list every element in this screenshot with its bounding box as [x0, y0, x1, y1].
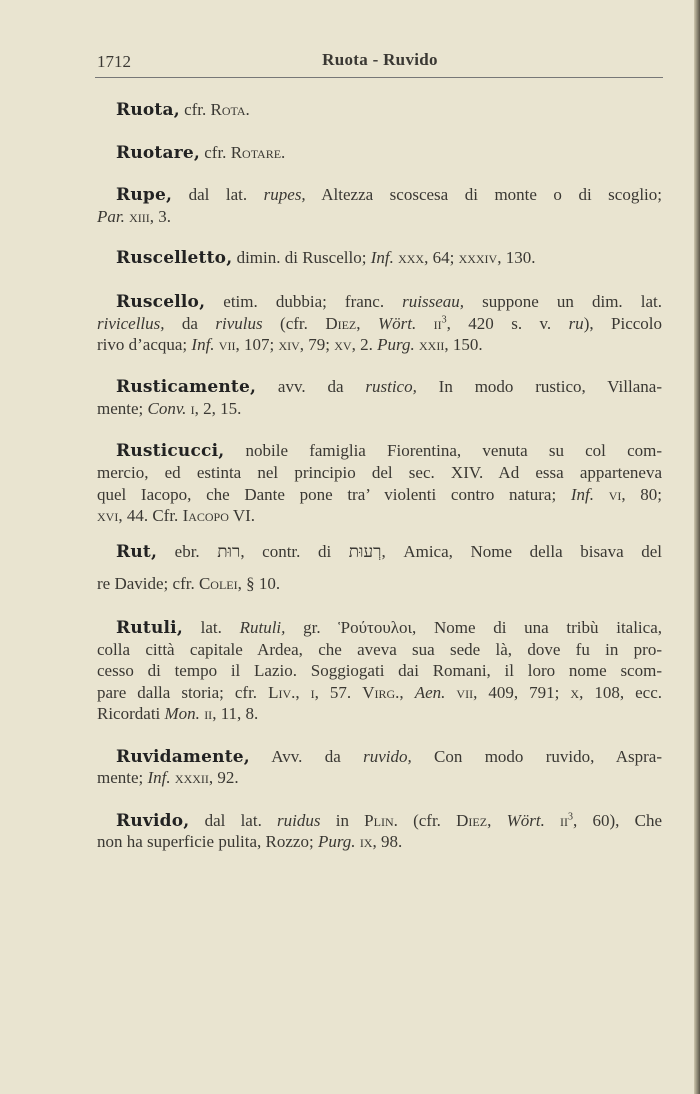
- entry-text: , 409, 791;: [473, 683, 571, 702]
- entry-text: , 130.: [497, 248, 536, 267]
- entry-text: ruvido,: [363, 747, 412, 766]
- entry-text: [594, 485, 609, 504]
- entry-text: Inf.: [370, 248, 394, 267]
- entry-text: ,: [399, 683, 415, 702]
- entry-text: 3: [568, 811, 574, 823]
- entry-text: ru: [568, 314, 584, 333]
- entry-text: Inf.: [191, 335, 215, 354]
- entry-text: dal lat.: [172, 185, 264, 204]
- entry-text: Inf.: [570, 485, 595, 504]
- entry-text: rivicellus,: [97, 314, 165, 333]
- entry-text: Wört.: [506, 811, 545, 830]
- entry-text: cesso di tempo il Lazio. Soggiogati dai Romani, il loro nome scom-: [97, 661, 662, 680]
- entry-text: Purg.: [317, 832, 356, 851]
- entry-text: ruidus: [277, 811, 321, 830]
- headword: Ruvido,: [116, 811, 190, 831]
- entry-text: רוּת: [217, 542, 241, 561]
- entry-text: ix: [359, 832, 373, 851]
- entry-line: [97, 661, 662, 681]
- entry-text: , 3.: [149, 207, 172, 226]
- entry-text: Aen.: [414, 683, 446, 702]
- entry-text: i: [310, 683, 315, 702]
- entry-text: , 92.: [208, 768, 239, 787]
- entry-text: dimin. di Ruscello;: [232, 248, 371, 267]
- entry-text: Plin.: [364, 811, 398, 830]
- entry-text: gr. Ῥούτουλοι, Nome di una tribù italica,: [285, 618, 662, 637]
- entry-text: x: [570, 683, 580, 702]
- entry-text: Colei: [198, 574, 238, 593]
- entry-text: Virg.: [362, 683, 400, 702]
- entry-text: in: [320, 811, 365, 830]
- entry-text: ,: [356, 314, 378, 333]
- entry-text: xvi: [97, 506, 119, 525]
- entry-line: [116, 292, 662, 312]
- entry-text: ruisseau,: [402, 292, 465, 311]
- headword: Rusticucci,: [116, 441, 225, 461]
- entry-text: , 11, 8.: [212, 704, 259, 723]
- entry-text: Ricordati: [97, 704, 165, 723]
- entry-line: [116, 811, 662, 831]
- entry-text: , 79;: [299, 335, 335, 354]
- entry-text: , § 10.: [237, 574, 281, 593]
- entry-text: Wört.: [377, 314, 417, 333]
- entry-text: , 150.: [444, 335, 483, 354]
- entry-text: mente;: [97, 399, 148, 418]
- entry-line: [97, 485, 662, 505]
- entry-text: ebr.: [157, 542, 218, 561]
- entry-text: rivo d’acqua;: [97, 335, 192, 354]
- entry-line: [116, 185, 662, 205]
- entry-text: Diez: [325, 314, 357, 333]
- headword: Ruota,: [116, 100, 180, 120]
- entry-text: xxii: [418, 335, 445, 354]
- headword: Rupe,: [116, 185, 173, 205]
- headword: Rut,: [116, 542, 158, 562]
- entry-text: ), Piccolo: [583, 314, 663, 333]
- entry-text: nobile famiglia Fiorentina, venuta su col com-: [224, 441, 662, 460]
- headword: Ruscello,: [116, 292, 206, 312]
- entry-text: [445, 683, 456, 702]
- headword: Ruotare,: [116, 143, 200, 163]
- entry-text: ii: [560, 811, 569, 830]
- entry-text: , 107;: [235, 335, 279, 354]
- entry-text: , Amica, Nome della bisava del: [381, 542, 662, 561]
- entry-text: Mon.: [164, 704, 200, 723]
- entry-text: Par.: [97, 207, 125, 226]
- entry-text: suppone un dim. lat.: [464, 292, 662, 311]
- entry-line: [116, 542, 662, 562]
- entry-text: rivulus: [215, 314, 263, 333]
- entry-line: [97, 335, 662, 355]
- entry-line: [97, 683, 662, 703]
- entry-text: , 2, 15.: [194, 399, 242, 418]
- entry-line: [116, 618, 662, 638]
- running-title: Ruota - Ruvido: [322, 50, 438, 69]
- entry-line: [97, 832, 662, 852]
- entry-text: , 60), Che: [573, 811, 663, 830]
- entry-text: VI.: [228, 506, 256, 525]
- entry-line: [116, 377, 662, 397]
- entry-line: [116, 100, 662, 120]
- entry-text: Con modo ruvido, Aspra-: [411, 747, 662, 766]
- entry-text: (cfr.: [262, 314, 326, 333]
- entry-text: rupes,: [263, 185, 306, 204]
- entry-text: Rotare.: [230, 143, 286, 162]
- page-edge: [694, 0, 700, 1094]
- entry-text: colla città capitale Ardea, che aveva sua sede là, dove fu in pro-: [97, 640, 662, 659]
- entry-text: vi: [608, 485, 622, 504]
- entry-text: da: [164, 314, 216, 333]
- entry-line: [97, 314, 662, 334]
- entry-text: pare dalla storia; cfr.: [97, 683, 269, 702]
- entry-text: , 57.: [314, 683, 363, 702]
- entry-line: [97, 506, 662, 526]
- entry-line: [116, 143, 662, 163]
- entry-line: [97, 399, 662, 419]
- entry-text: vii: [218, 335, 236, 354]
- entry-text: avv. da: [256, 377, 366, 396]
- entry-text: cfr.: [200, 143, 231, 162]
- entry-text: [416, 314, 433, 333]
- entry-line: [97, 704, 662, 724]
- entry-text: , 420 s. v.: [446, 314, 569, 333]
- entry-text: mente;: [97, 768, 148, 787]
- entry-line: [97, 463, 662, 483]
- entry-text: xxxii: [174, 768, 209, 787]
- entry-text: non ha superficie pulita, Rozzo;: [97, 832, 318, 851]
- page-number: 1712: [97, 52, 131, 71]
- entry-text: xiv: [278, 335, 300, 354]
- entry-line: [97, 574, 662, 594]
- entry-text: רְעוּת: [348, 542, 382, 561]
- entry-text: , 64;: [424, 248, 459, 267]
- entry-text: ,: [487, 811, 507, 830]
- entry-text: Rota.: [210, 100, 250, 119]
- entry-text: mercio, ed estinta nel principio del sec. XIV. Ad essa apparteneva: [97, 463, 662, 482]
- entry-line: [116, 248, 662, 268]
- entry-text: re Davide; cfr.: [97, 574, 199, 593]
- headword: Rutuli,: [116, 618, 183, 638]
- entry-text: ii: [433, 314, 442, 333]
- entry-text: xiii: [129, 207, 150, 226]
- entry-text: , 80;: [621, 485, 662, 504]
- entry-text: Liv.: [268, 683, 296, 702]
- entry-text: [545, 811, 560, 830]
- entry-text: xv: [334, 335, 352, 354]
- entry-text: Rutuli,: [239, 618, 286, 637]
- entry-text: dal lat.: [189, 811, 278, 830]
- headword: Ruscelletto,: [116, 248, 233, 268]
- entry-text: , 108, ecc.: [579, 683, 663, 702]
- entry-text: , 98.: [372, 832, 403, 851]
- entry-text: cfr.: [179, 100, 211, 119]
- header-rule: [95, 77, 663, 78]
- entry-text: Inf.: [147, 768, 171, 787]
- entry-text: ,: [295, 683, 311, 702]
- entry-text: quel Iacopo, che Dante pone tra’ violenti contro natura;: [97, 485, 571, 504]
- entry-text: Diez: [456, 811, 488, 830]
- entry-text: , 2.: [351, 335, 378, 354]
- entry-text: , contr. di: [240, 542, 349, 561]
- entry-line: [116, 441, 662, 461]
- entry-text: etim. dubbia; franc.: [205, 292, 403, 311]
- entry-text: Purg.: [377, 335, 415, 354]
- entry-text: xxxiv: [458, 248, 498, 267]
- entry-text: Conv.: [147, 399, 187, 418]
- entry-text: Iacopo: [182, 506, 229, 525]
- entry-text: rustico,: [365, 377, 417, 396]
- entry-text: xxx: [398, 248, 425, 267]
- entry-text: lat.: [182, 618, 240, 637]
- headword: Rusticamente,: [116, 377, 257, 397]
- entry-line: [116, 747, 662, 767]
- entry-line: [97, 768, 662, 788]
- entry-text: Avv. da: [249, 747, 364, 766]
- entry-text: In modo rustico, Villana-: [416, 377, 662, 396]
- entry-text: , 44. Cfr.: [118, 506, 183, 525]
- entry-text: Altezza scoscesa di monte o di scoglio;: [305, 185, 663, 204]
- entry-text: (cfr.: [397, 811, 457, 830]
- headword: Ruvidamente,: [116, 747, 250, 767]
- entry-text: 3: [441, 314, 447, 326]
- entry-line: [97, 207, 662, 227]
- entry-text: i: [190, 399, 195, 418]
- entry-text: ii: [204, 704, 213, 723]
- entry-text: vii: [456, 683, 474, 702]
- entry-line: [97, 640, 662, 660]
